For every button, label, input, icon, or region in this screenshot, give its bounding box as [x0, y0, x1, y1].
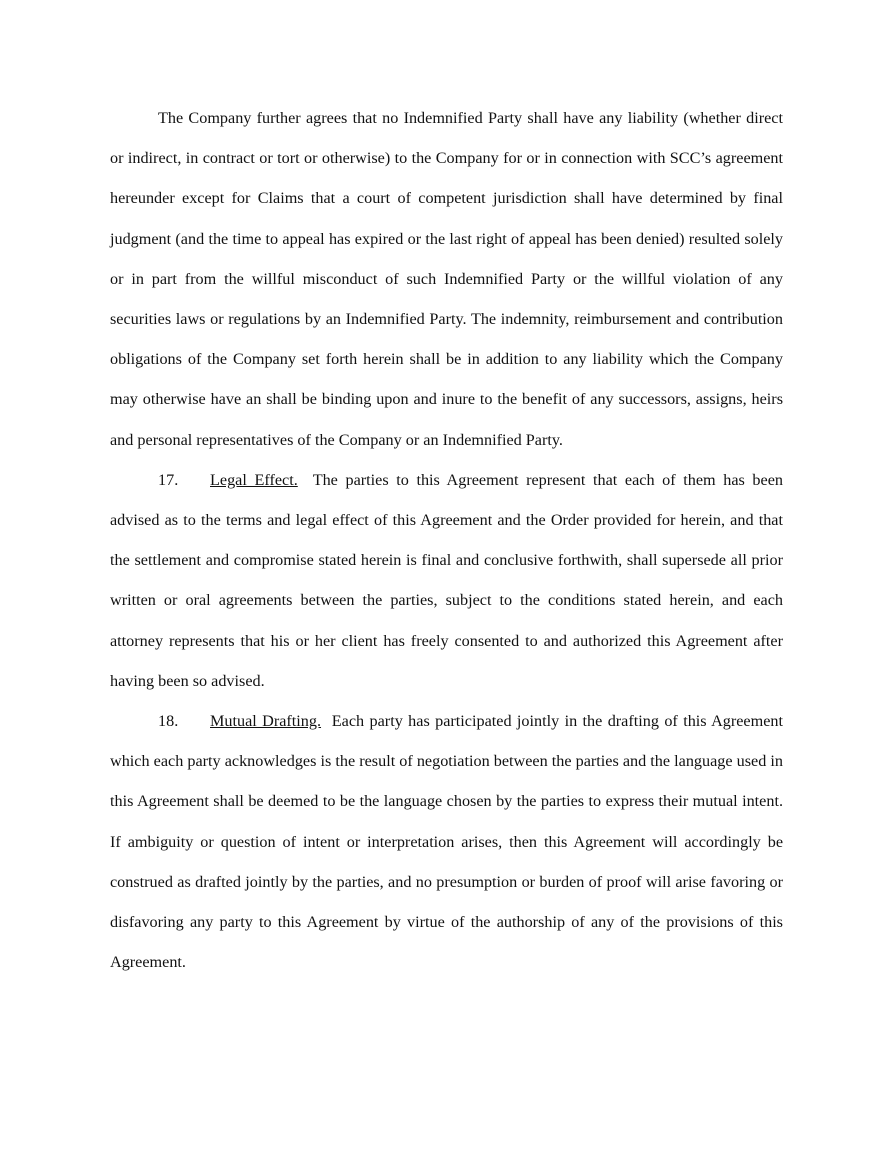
- paragraph-text: The Company further agrees that no Indemnified Party shall have any liability (whether direct or indirect, in contract or tort or otherwise) to the Company for or in connection with SCC’s agreement hereunder except for Claims that a court of competent jurisdiction shall have determined by final judgment (and the time to appeal has expired or the last right of appeal has been denied) resulted solely or in part from the willful misconduct of such Indemnified Party or the willful violation of any securities laws or regulations by an Indemnified Party. The indemnity, reimbursement and contribution obligations of the Company set forth herein shall be in addition to any liability which the Company may otherwise have an shall be binding upon and inure to the benefit of any successors, assigns, heirs and personal representatives of the Company or an Indemnified Party.: [110, 109, 783, 449]
- paragraph-text: The parties to this Agreement represent that each of them has been advised as to the terms and legal effect of this Agreement and the Order provided for herein, and that the settlement and compromise stated herein is final and conclusive forthwith, shall supersede all prior written or oral agreements between the parties, subject to the conditions stated herein, and each attorney represents that his or her client has freely consented to and authorized this Agreement after having been so advised.: [110, 470, 783, 690]
- document-body: [110, 98, 783, 982]
- paragraph-text: Each party has participated jointly in the drafting of this Agreement which each party acknowledges is the result of negotiation between the parties and the language used in this Agreement shall be deemed to be the language chosen by the parties to express their mutual intent. If ambiguity or question of intent or interpretation arises, then this Agreement will accordingly be construed as drafted jointly by the parties, and no presumption or burden of proof will arise favoring or disfavoring any party to this Agreement by virtue of the authorship of any of the provisions of this Agreement.: [110, 712, 783, 972]
- section-number: 18.: [158, 712, 179, 731]
- paragraph-indemnified-party-liability: [110, 98, 783, 460]
- section-heading: Mutual Drafting.: [210, 712, 322, 731]
- paragraph-mutual-drafting: [110, 701, 783, 982]
- section-number: 17.: [158, 470, 179, 489]
- section-heading: Legal Effect.: [210, 470, 298, 489]
- paragraph-legal-effect: [110, 460, 783, 701]
